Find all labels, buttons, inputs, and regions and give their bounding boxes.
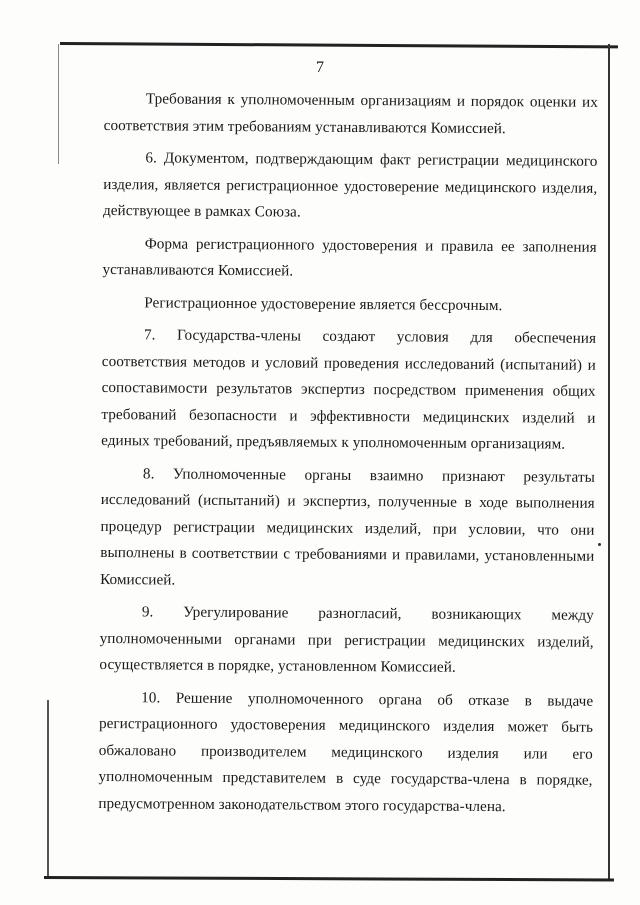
page-edge-top	[60, 42, 618, 48]
paragraph-9-disputes: 9. Урегулирование разногласий, возникающих между уполномоченными органами при регистрации медицинских изделий, осуществляется в порядке, установленном Комиссией.	[99, 603, 594, 676]
page-edge-bottom	[44, 876, 614, 881]
paragraph-10-appeal: 10. Решение уполномоченного органа об отказе в выдаче регистрационного удостоверения медицинского изделия может быть обжаловано производителем медицинского изделия или его уполномоченным представителем в суде государства-члена в порядке, предусмотренном законодательством этого государства-члена.	[98, 688, 594, 815]
paragraph-7-member-states: 7. Государства-члены создают условия для обеспечения соответствия методов и условий проведения исследований (испытаний) и сопоставимости результатов экспертиз посредством применения общих требований безопасности и эффективности медицинских изделий и единых требований, предъявляемых к уполномоченным организациям.	[101, 326, 597, 453]
paragraph-8-mutual-recognition: 8. Уполномоченные органы взаимно признают результаты исследований (испытаний) и экспертиз, полученные в ходе выполнения процедур регистрации медицинских изделий, при условии, что они выполнены в соответствии с требованиями и правилами, установленными Комиссией.	[100, 464, 596, 589]
paragraph-certificate-form: Форма регистрационного удостоверения и правила ее заполнения устанавливаются Комиссией.	[102, 234, 597, 280]
page-number: 7	[316, 59, 324, 76]
scan-speck	[598, 543, 601, 546]
page-edge-right	[608, 44, 610, 879]
paragraph-6-registration-certificate: 6. Документом, подтверждающим факт регистрации медицинского изделия, является регистрационное удостоверение медицинского изделия, действующее в рамках Союза.	[102, 149, 598, 221]
page-edge-left	[47, 700, 49, 878]
paragraph-requirements: Требования к уполномоченным организациям и порядок оценки их соответствия этим требованиям устанавливаются Комиссией.	[103, 90, 598, 137]
document-body	[98, 86, 598, 827]
paragraph-certificate-indefinite: Регистрационное удостоверение является бессрочным.	[144, 293, 503, 314]
